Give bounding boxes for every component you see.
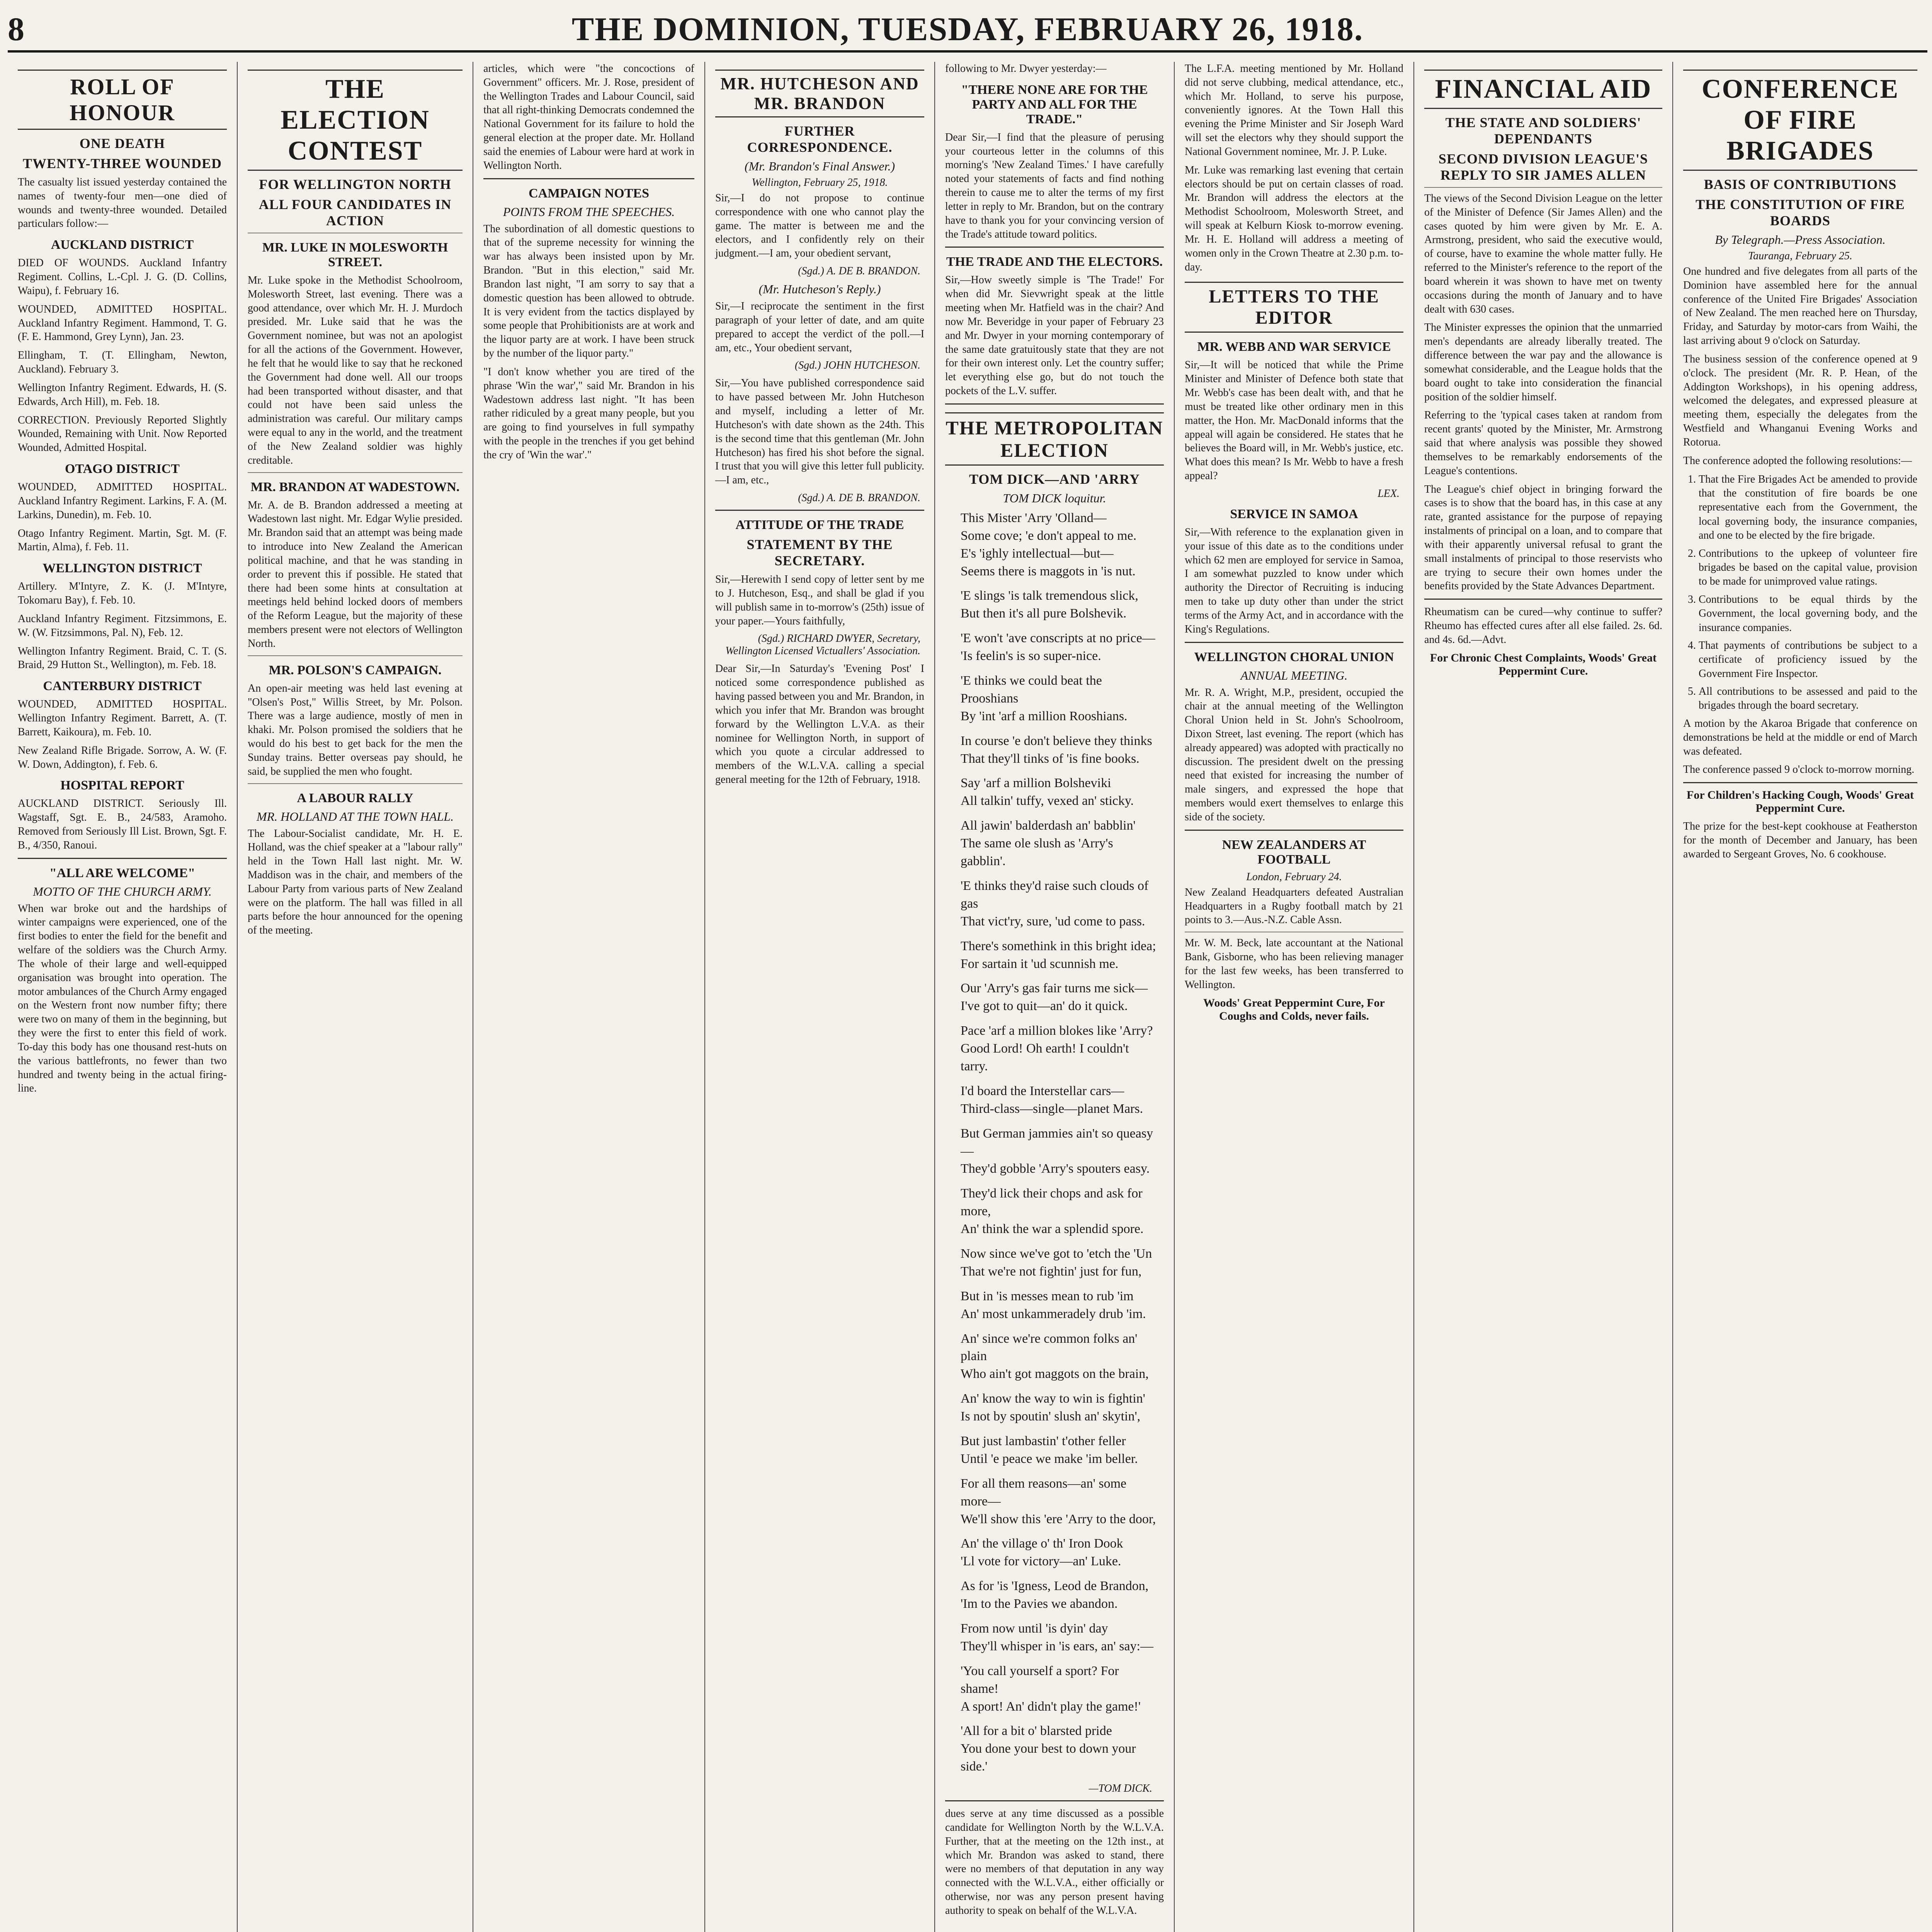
brandon-heading: MR. BRANDON AT WADESTOWN. — [250, 480, 460, 494]
campaign-notes-article: "I don't know whether you are tired of the phrase 'Win the war'," said Mr. Brandon in his Wadestown address last night. "It has been rather ridiculed by a great many people, but you are going to find yourselves in full sympathy with the people in the trenches if you get behind the cry of 'Win the war'." — [483, 366, 694, 461]
football-dateline: London, February 24. — [1246, 871, 1342, 883]
poem-stanza — [961, 1662, 1156, 1716]
list-item: 2. Contributions to the upkeep of volunteer fire brigades be based on the capital value, provision to be made for unimproved value ratings. — [1699, 547, 1917, 589]
divider — [1683, 782, 1917, 783]
divider — [483, 178, 694, 179]
resolutions-intro: The conference adopted the following resolutions:— — [1683, 454, 1912, 467]
poem-line: For all them reasons—an' some more— — [961, 1476, 1127, 1509]
letter-body: following to Mr. Dwyer yesterday:— — [945, 63, 1107, 75]
final-answer-subhead: (Mr. Brandon's Final Answer.) — [744, 159, 895, 173]
poem-line: I've got to quit—an' do it quick. — [961, 999, 1128, 1014]
metropolitan-election-heading: THE METROPOLITAN ELECTION — [945, 412, 1164, 466]
column-5 — [935, 62, 1175, 1932]
poem-line: Good Lord! Oh earth! I couldn't tarry. — [961, 1041, 1129, 1073]
contributions-subhead: BASIS OF CONTRIBUTIONS — [1704, 177, 1897, 192]
poem-line: 'Im to the Pavies we abandon. — [961, 1597, 1118, 1611]
byline: By Telegraph.—Press Association. — [1715, 233, 1886, 247]
casualty-entry: Ellingham, T. (T. Ellingham, Newton, Auckland). February 3. — [18, 349, 227, 376]
poem-line: A sport! An' didn't play the game!' — [961, 1699, 1141, 1714]
samoa-letter: Sir,—With reference to the explanation given in your issue of this date as to the conditions under which 62 men are employed for service in Samoa, I am somewhat puzzled to know under which authority the Director of Recruiting is inducing men to take up duty other than under the strict terms of the Army Act, and in accordance with the King's Regulations. — [1185, 526, 1403, 635]
letter-body: Sir,—I reciprocate the sentiment in the first paragraph of your letter of date, and am quite prepared to accept the verdict of the poll.—I am, etc., Your obedient servant, — [715, 300, 924, 354]
correction-note: CORRECTION. Previously Reported Slightly Wounded, Remaining with Unit. Now Reported Wounded, Admitted Hospital. — [18, 414, 227, 454]
hospital-report-heading: HOSPITAL REPORT — [60, 778, 184, 793]
poem-line: Is not by spoutin' slush an' skytin', — [961, 1409, 1141, 1424]
poem-line: That vict'ry, sure, 'ud come to pass. — [961, 914, 1145, 929]
poem-line: But just lambastin' t'other feller — [961, 1434, 1126, 1448]
letter-body: Dear Sir,—I find that the pleasure of perusing your courteous letter in the columns of this morning's 'New Zealand Times.' I have carefully noted your statements of facts and find nothing therein to cause me to alter the terms of my first letter in reply to Mr. Brandon, but on the contrary have to thank you for your convincing version of the Trade's attitude toward politics. — [945, 131, 1164, 240]
continued-article: articles, which were "the concoctions of Government" officers. Mr. J. Rose, president of the Wellington Trades and Labour Council, said that all right-thinking Democrats condemned the National Government for its failure to hold the general election at the proper date. Mr. Holland said the enemies of Labour were hard at work in Wellington North. — [483, 63, 694, 172]
tom-dick-subhead: TOM DICK—AND 'ARRY — [969, 471, 1140, 487]
column-7 — [1414, 62, 1673, 1932]
fire-brigades-article: A motion by the Akaroa Brigade that conference on demonstrations be held at the middle or end of March was defeated. — [1683, 717, 1917, 757]
further-correspondence-subhead: FURTHER CORRESPONDENCE. — [747, 123, 893, 155]
poem-stanza — [961, 937, 1156, 973]
hospital-report-text: AUCKLAND DISTRICT. Seriously Ill. Wagstaff, Sgt. E. B., 24/583, Aramoho. Removed from Seriously Ill List. Brown, Sgt. F. B., 4/350, Ranoui. — [18, 798, 227, 851]
letter-body: Sir,—How sweetly simple is 'The Trade!' For when did Mr. Sievwright speak at the little meeting when Mr. Hatfield was in the chair? And now Mr. Beveridge in your paper of February 23 and Mr. Dwyer in your morning contemporary of the same date gratuitously state that they are not for their own interest only. Let the country suffer; let everything else go, but do not touch the pockets of the L.V. suffer. — [945, 274, 1164, 397]
divider — [715, 510, 924, 511]
poem-line: An' think the war a splendid spore. — [961, 1222, 1144, 1236]
casualty-entry: WOUNDED, ADMITTED HOSPITAL. Auckland Infantry Regiment. Hammond, T. G. (F. E. Hammond, Grey Lynn), Jan. 23. — [18, 303, 227, 343]
church-army-article: When war broke out and the hardships of winter campaigns were experienced, one of the first bodies to enter the field for the benefit and welfare of the soldiers was the Church Army. The whole of their large and well-equipped organisation was brought into operation. The motor ambulances of the Church Army engaged on the Western front now number fifty; there were two on many of them in the beginning, but they were the first to enter this field of work. To-day this body has one thousand rest-huts on the various battlefronts, no fewer than two hundred and twenty being in the actual firing-line. — [18, 902, 227, 1095]
poem-line: I'd board the Interstellar cars— — [961, 1083, 1124, 1098]
trade-attitude-heading: ATTITUDE OF THE TRADE — [735, 518, 904, 532]
poem-line: All talkin' tuffy, vexed an' sticky. — [961, 794, 1134, 808]
fire-boards-subhead: THE CONSTITUTION OF FIRE BOARDS — [1696, 197, 1905, 228]
poem-line: 'Ll vote for victory—an' Luke. — [961, 1554, 1121, 1569]
financial-aid-article: Referring to the 'typical cases taken at random from recent grants' quoted by the Minister, Mr. Armstrong said that where analysis was possible they showed themselves to be remarkably endorsements of the League's contentions. — [1424, 409, 1662, 477]
list-item: 5. All contributions to be assessed and paid to the brigades through the board secretary. — [1699, 685, 1917, 713]
trade-letter-body: Sir,—Herewith I send copy of letter sent by me to J. Hutcheson, Esq., and shall be glad if you will publish same in to-morrow's (25th) issue of your paper.—Yours faithfully, — [715, 573, 924, 627]
poem-line: 'Is feelin's is so super-nice. — [961, 649, 1101, 663]
wellington-north-subhead: FOR WELLINGTON NORTH — [259, 177, 451, 192]
choral-union-heading: WELLINGTON CHORAL UNION — [1194, 650, 1394, 664]
election-contest-heading: THE ELECTION CONTEST — [248, 70, 463, 171]
divider — [945, 247, 1164, 248]
peppermint-cure-ad: Woods' Great Peppermint Cure, For Coughs and Colds, never fails. — [1203, 996, 1385, 1022]
poem-stanza — [961, 1577, 1156, 1613]
letter-dateline: Wellington, February 25, 1918. — [752, 177, 888, 189]
poem-line: This Mister 'Arry 'Olland— — [961, 510, 1107, 525]
fire-brigades-article: One hundred and five delegates from all parts of the Dominion have assembled here for the annual conference of the United Fire Brigades' Association of New Zealand. The men reached here on Thursday, Friday, and Saturday by motor-cars from Waihi, the last arriving about 9 o'clock on Saturday. — [1683, 265, 1917, 347]
divider — [1185, 642, 1403, 643]
otago-district-heading: OTAGO DISTRICT — [65, 462, 180, 476]
letter-signature: (Sgd.) A. DE B. BRANDON. — [798, 492, 920, 504]
casualty-entry: New Zealand Rifle Brigade. Sorrow, A. W. (F. W. Down, Addington), f. Feb. 6. — [18, 744, 227, 770]
poem-line: Say 'arf a million Bolsheviki — [961, 776, 1111, 791]
letter-signature: (Sgd.) JOHN HUTCHESON. — [794, 359, 920, 372]
divider — [1185, 830, 1403, 831]
poem-stanza — [961, 774, 1156, 810]
poem-line: An' know the way to win is fightin' — [961, 1391, 1145, 1406]
canterbury-district-heading: CANTERBURY DISTRICT — [43, 679, 202, 694]
divider — [18, 858, 227, 859]
webb-letter: Sir,—It will be noticed that while the Prime Minister and Minister of Defence both state that Mr. Webb's case has been dealt with, and that he must be treated like other ordinary men in this matter, the Hon. Mr. MacDonald informs that the appeal will again be considered. He states that he believes the Board will, in Mr. Webb's justice, etc. What does this mean? Is Mr. Webb to have a fresh appeal? — [1185, 359, 1403, 482]
poem-stanza — [961, 1287, 1156, 1323]
poem-line: 'E won't 'ave conscripts at no price— — [961, 631, 1155, 646]
casualty-entry: Otago Infantry Regiment. Martin, Sgt. M. (F. Martin, Alma), f. Feb. 11. — [18, 527, 227, 553]
luke-article: Mr. Luke spoke in the Methodist Schoolroom, Molesworth Street, last evening. There was a good attendance, over which Mr. H. J. Murdoch presided. Mr. Luke said that he was the Government nominee, but was not an apologist for all the actions of the Government. However, he felt that he would like to say that he reckoned the Government had done well. All our troops had been transported without disaster, and that could not have been said unless the administration was careful. Our military camps were equal to any in the world, and the treatment of the New Zealand soldier was highly creditable. — [248, 274, 463, 466]
masthead — [8, 8, 1927, 53]
poem-line: Until 'e peace we make 'im beller. — [961, 1451, 1138, 1466]
campaign-notes-heading: CAMPAIGN NOTES — [529, 186, 649, 201]
divider — [945, 403, 1164, 405]
poem-stanza — [961, 817, 1156, 870]
statement-subhead: STATEMENT BY THE SECRETARY. — [747, 537, 893, 569]
column-8 — [1673, 62, 1927, 1932]
divider — [248, 783, 463, 784]
poem-stanza — [961, 1185, 1156, 1238]
poem-line: That we're not fightin' just for fun, — [961, 1264, 1142, 1279]
hacking-cough-ad: For Children's Hacking Cough, Woods' Great Peppermint Cure. — [1687, 789, 1914, 815]
tauranga-dateline: Tauranga, February 25. — [1748, 250, 1852, 262]
fire-brigades-article: The business session of the conference opened at 9 o'clock. The president (Mr. R. P. Hean, of the Addington Workshops), in his opening address, welcomed the delegates, and expressed pleasure at meeting them, especially the delegates from the Westfield and Whanganui Evening Works and Rotorua. — [1683, 353, 1917, 448]
football-heading: NEW ZEALANDERS AT FOOTBALL — [1222, 837, 1366, 867]
poem-line: But German jammies ain't so queasy— — [961, 1126, 1153, 1158]
poem-line: Our 'Arry's gas fair turns me sick— — [961, 981, 1148, 996]
webb-heading: MR. WEBB AND WAR SERVICE — [1197, 340, 1391, 354]
article-body: Mr. Luke was remarking last evening that certain electors should be put on certain classes of road. Mr. Brandon will address the electors at the Methodist Schoolroom, Molesworth Street, and will speak at Kelburn Kiosk to-morrow evening. Mr. H. E. Holland will address a meeting of women only in the Crown Theatre at 2.30 p.m. to-day. — [1185, 164, 1403, 273]
wellington-district-heading: WELLINGTON DISTRICT — [43, 561, 202, 576]
letter-body: Sir,—I do not propose to continue correspondence with one who cannot play the game. The matter is between me and the electors, and I confidently rely on their judgment.—I am, your obedient servant, — [715, 192, 924, 260]
list-item: 1. That the Fire Brigades Act be amended to provide that the constitution of fire boards be one representative each from the Government, the local governing body, the insurance companies, and one to be elected by the fire brigade. — [1699, 473, 1917, 543]
state-dependants-subhead: THE STATE AND SOLDIERS' DEPENDANTS — [1445, 115, 1641, 146]
poem-line: They'd lick their chops and ask for more, — [961, 1186, 1143, 1219]
poem-line: Who ain't got maggots on the brain, — [961, 1367, 1149, 1381]
poem-line: We'll show this 'ere 'Arry to the door, — [961, 1512, 1156, 1526]
poem-line: 'All for a bit o' blarsted pride — [961, 1724, 1112, 1738]
casualty-entry: WOUNDED, ADMITTED HOSPITAL. Wellington Infantry Regiment. Barrett, A. (T. Barrett, Kaikoura), m. Feb. 10. — [18, 698, 227, 738]
trade-slogan-heading: "THERE NONE ARE FOR THE PARTY AND ALL FOR THE TRADE." — [961, 82, 1148, 126]
labour-rally-heading: A LABOUR RALLY — [297, 791, 413, 805]
divider — [248, 472, 463, 473]
article-body: The L.F.A. meeting mentioned by Mr. Holland did not serve clubbing, medical attendance, etc., which Mr. Holland, to serve his purpose, conveniently ignores. At the Town Hall this evening the Prime Minister and Sir Joseph Ward will set the electors why they should support the National Government nominee, Mr. J. P. Luke. — [1185, 63, 1403, 158]
poem-line: They'll whisper in 'is ears, an' say:— — [961, 1639, 1153, 1653]
chest-complaints-ad: For Chronic Chest Complaints, Woods' Great Peppermint Cure. — [1430, 651, 1657, 677]
all-welcome-heading: "ALL ARE WELCOME" — [49, 866, 196, 880]
choral-article: Mr. R. A. Wright, M.P., president, occupied the chair at the annual meeting of the Wellington Choral Union held in St. John's Schoolroom, Dixon Street, last evening. The report (which has already appeared) was adopted with practically no discussion. The president dwelt on the pressing need that existed for increasing the number of male singers, and expressed the hope that members would exert themselves to enlarge this side of the society. — [1185, 686, 1403, 823]
casualty-entry: WOUNDED, ADMITTED HOSPITAL. Auckland Infantry Regiment. Larkins, F. A. (M. Larkins, Dunedin), m. Feb. 10. — [18, 481, 227, 521]
poem-line: As for 'is 'Igness, Leod de Brandon, — [961, 1579, 1149, 1594]
divider — [1424, 599, 1662, 600]
poem-line: They'd gobble 'Arry's spouters easy. — [961, 1162, 1150, 1176]
luke-heading: MR. LUKE IN MOLESWORTH STREET. — [262, 240, 448, 269]
beck-article: Mr. W. M. Beck, late accountant at the National Bank, Gisborne, who has been relieving manager for the last few weeks, has been transferred to Wellington. — [1185, 937, 1403, 991]
masthead-title: THE DOMINION, TUESDAY, FEBRUARY 26, 1918. — [571, 10, 1364, 48]
letter-signature: (Sgd.) A. DE B. BRANDON. — [798, 265, 920, 277]
trade-letter-body: Dear Sir,—In Saturday's 'Evening Post' I noticed some correspondence published as having passed between you and Mr. Brandon, in which you infer that Mr. Brandon was brought forward by the Wellington L.V.A. as their nominee for Wellington North, in support of which you quote a circular addressed to members of the W.L.V.A. calling a special general meeting for the 12th of February, 1918. — [715, 663, 924, 786]
poem-stanza — [961, 1022, 1156, 1075]
polson-heading: MR. POLSON'S CAMPAIGN. — [269, 663, 442, 677]
poem-line: Third-class—single—planet Mars. — [961, 1101, 1143, 1116]
poem-line: That they'll tinks of 'is fine books. — [961, 751, 1139, 766]
roll-of-honour-heading: ROLL OF HONOUR — [18, 70, 227, 130]
poem-stanza — [961, 1722, 1156, 1776]
poem-line: 'E thinks they'd raise such clouds of gas — [961, 878, 1149, 911]
financial-aid-article: The League's chief object in bringing forward the cases is to show that the board has, in this case at any rate, granted assistance for the purpose of repaying instalments of principal on a loan, and to compare that with their apparently universal refusal to grant the small instalments of principal to those reservists who are trying to secure their own homes under the benefits provided by the State Advances Department. — [1424, 483, 1662, 592]
poem-line: Now since we've got to 'etch the 'Un — [961, 1246, 1152, 1261]
campaign-notes-article: The subordination of all domestic questions to that of the supreme necessity for winning the war has always been insisted upon by Mr. Brandon. "But in this election," said Mr. Brandon last night, "I am sorry to say that a domestic question has been allowed to obtrude. It is very evident from the tactics displayed by some people that Prohibitionists are at work and the liquor party are at work. I have been struck by the number of the liquor party." — [483, 223, 694, 360]
wounded-subhead: TWENTY-THREE WOUNDED — [22, 156, 222, 171]
poem-line: For sartain it 'ud scunnish me. — [961, 956, 1119, 971]
column-2 — [238, 62, 473, 1932]
resolutions-list — [1683, 473, 1917, 713]
reply-subhead: (Mr. Hutcheson's Reply.) — [759, 282, 881, 296]
poem-line: Pace 'arf a million blokes like 'Arry? — [961, 1024, 1153, 1038]
casualty-entry: Auckland Infantry Regiment. Fitzsimmons, E. W. (W. Fitzsimmons, Pal. N), Feb. 12. — [18, 612, 227, 639]
list-item: 3. Contributions to be equal thirds by the Government, the local governing body, and the insurance companies. — [1699, 593, 1917, 635]
poem-stanza — [961, 732, 1156, 768]
poem-line: From now until 'is dyin' day — [961, 1621, 1108, 1636]
auckland-district-heading: AUCKLAND DISTRICT — [51, 238, 194, 252]
divider — [1424, 187, 1662, 188]
poem-line: But then it's all pure Bolshevik. — [961, 606, 1127, 621]
holland-article: The Labour-Socialist candidate, Mr. H. E. Holland, was the chief speaker at a "labour rally" held in the Town Hall last night. Mr. W. Maddison was in the chair, and members of the Labour Party from various parts of New Zealand were on the platform. The hall was filled in all parts before the hour announced for the opening of the meeting. — [248, 827, 463, 937]
church-army-motto: MOTTO OF THE CHURCH ARMY. — [33, 884, 212, 898]
poem-speaker: TOM DICK loquitur. — [1003, 491, 1106, 505]
brandon-article: Mr. A. de B. Brandon addressed a meeting at Wadestown last night. Mr. Edgar Wylie presided. Mr. Brandon said that an attempt was being made to introduce into New Zealand the American political machine, and that he was standing in order to prevent this if possible. He stated that there had been some hints at consultation at meetings held behind locked doors of members of the Reform League, but the majority of these members present were not electors of Wellington North. — [248, 499, 463, 650]
poem-stanza — [961, 980, 1156, 1015]
column-4 — [705, 62, 935, 1932]
poem-stanza — [961, 672, 1156, 725]
points-heading: POINTS FROM THE SPEECHES. — [503, 204, 675, 219]
fire-brigades-heading: CONFERENCE OF FIRE BRIGADES — [1683, 70, 1917, 171]
candidates-subhead: ALL FOUR CANDIDATES IN ACTION — [259, 197, 452, 228]
poem-stanza — [961, 1082, 1156, 1118]
rheumo-ad: Rheumatism can be cured—why continue to suffer? Rheumo has effected cures after all else failed. 2s. 6d. and 4s. 6d.—Advt. — [1424, 606, 1662, 646]
letter-body: Sir,—You have published correspondence said to have passed between Mr. John Hutcheson and myself, including a letter of Mr. Hutcheson's with date shown as the 24th. This is the second time that this gentleman (Mr. John Hutcheson) has fired his shot before the signal. I trust that you will give this letter full publicity.—I am, etc., — [715, 377, 924, 486]
casualty-lead: The casualty list issued yesterday contained the names of twenty-four men—one died of wounds and twenty-three wounded. Detailed particulars follow:— — [18, 176, 227, 230]
poem-line: By 'int 'arf a million Rooshians. — [961, 709, 1128, 723]
casualty-entry: Wellington Infantry Regiment. Braid, C. T. (S. Braid, 29 Hutton St., Wellington), m. Feb. 18. — [18, 645, 227, 671]
poem-stanza — [961, 1330, 1156, 1383]
trade-electors-heading: THE TRADE AND THE ELECTORS. — [946, 255, 1163, 269]
casualty-entry: Wellington Infantry Regiment. Edwards, H. (S. Edwards, Arch Hill), m. Feb. 18. — [18, 381, 227, 408]
letter-signature: LEX. — [1378, 487, 1400, 500]
cookhouse-article: The prize for the best-kept cookhouse at Featherston for the month of December and January, has been awarded to Sergeant Groves, No. 6 cookhouse. — [1683, 820, 1917, 860]
poem-line: An' most unkammeradely drub 'im. — [961, 1306, 1146, 1321]
poem-line: E's 'ighly intellectual—but— — [961, 546, 1114, 561]
financial-aid-heading: FINANCIAL AID — [1424, 70, 1662, 109]
samoa-heading: SERVICE IN SAMOA — [1230, 507, 1358, 521]
fire-brigades-article: The conference passed 9 o'clock to-morrow morning. — [1683, 764, 1915, 776]
football-article: New Zealand Headquarters defeated Australian Headquarters in a Rugby football match by 21 points to 3.—Aus.-N.Z. Cable Assn. — [1185, 886, 1403, 926]
casualty-entry: DIED OF WOUNDS. Auckland Infantry Regiment. Collins, L.-Cpl. J. G. (D. Collins, Waipu), f. February 16. — [18, 257, 227, 297]
poem-line: There's somethink in this bright idea; — [961, 939, 1156, 953]
poem-stanza — [961, 1125, 1156, 1178]
annual-meeting-subhead: ANNUAL MEETING. — [1240, 668, 1348, 682]
letter-signature: (Sgd.) RICHARD DWYER, Secretary, Wellington Licensed Victuallers' Association. — [725, 633, 920, 657]
poem-stanza — [961, 1535, 1156, 1570]
poem-stanza — [961, 1620, 1156, 1655]
poem-stanza — [961, 629, 1156, 665]
poem-line: But in 'is messes mean to rub 'im — [961, 1289, 1134, 1303]
poem-line: You done your best to down your side.' — [961, 1742, 1136, 1774]
poem-line: An' since we're common folks an' plain — [961, 1331, 1138, 1364]
poem-stanza — [961, 509, 1156, 580]
poem-stanza — [961, 1245, 1156, 1281]
poem-stanza — [961, 1390, 1156, 1425]
divider — [945, 1800, 1164, 1801]
divider — [248, 655, 463, 656]
poem-line: 'You call yourself a sport? For shame! — [961, 1663, 1119, 1696]
trade-letter-body: dues serve at any time discussed as a possible candidate for Wellington North by the W.L.V.A. Further, that at the meeting on the 12th inst., at which Mr. Brandon was asked to stand, there were no members of that deputation in any way connected with the W.L.V.A., either officially or otherwise, nor was any person present having authority to speak on behalf of the W.L.V.A. — [945, 1808, 1164, 1917]
financial-aid-article: The Minister expresses the opinion that the unmarried men's dependants are already liberally treated. The difference between the war pay and the allowance is somewhat considerable, and the League holds that the board ought to take into consideration the financial position of the soldier himself. — [1424, 321, 1662, 403]
hutcheson-brandon-heading: MR. HUTCHESON AND MR. BRANDON — [715, 70, 924, 117]
column-6 — [1175, 62, 1414, 1932]
casualty-entry: Artillery. M'Intyre, Z. K. (J. M'Intyre, Tokomaru Bay), f. Feb. 10. — [18, 580, 227, 607]
second-division-subhead: SECOND DIVISION LEAGUE'S REPLY TO SIR JAMES ALLEN — [1438, 151, 1648, 183]
poem — [961, 509, 1156, 1776]
poem-attribution: —TOM DICK. — [1088, 1782, 1152, 1795]
polson-article: An open-air meeting was held last evening at "Olsen's Post," Willis Street, by Mr. Polson. There was a large audience, mostly of men in khaki. Mr. Polson promised the soldiers that he would do his best to get back for the men the Sunday trains. Better overseas pay should, he said, be supplied the men who fought. — [248, 682, 463, 777]
poem-stanza — [961, 1475, 1156, 1528]
poem-stanza — [961, 877, 1156, 930]
poem-line: An' the village o' th' Iron Dook — [961, 1536, 1123, 1551]
poem-line: In course 'e don't believe they thinks — [961, 733, 1152, 748]
column-1 — [8, 62, 238, 1932]
page-number: 8 — [8, 10, 25, 48]
list-item: 4. That payments of contributions be subject to a certificate of proficiency issued by the Government Fire Inspector. — [1699, 639, 1917, 681]
poem-line: All jawin' balderdash an' babblin' — [961, 818, 1136, 833]
letters-to-editor-heading: LETTERS TO THE EDITOR — [1185, 282, 1403, 333]
one-death-subhead: ONE DEATH — [79, 136, 165, 151]
poem-stanza — [961, 587, 1156, 622]
poem-line: 'E thinks we could beat the Prooshians — [961, 673, 1102, 706]
holland-heading: MR. HOLLAND AT THE TOWN HALL. — [256, 809, 454, 823]
poem-line: 'E slings 'is talk tremendous slick, — [961, 588, 1138, 603]
poem-line: Some cove; 'e don't appeal to me. — [961, 528, 1137, 543]
poem-line: The same ole slush as 'Arry's gabblin'. — [961, 836, 1113, 869]
financial-aid-article: The views of the Second Division League on the letter of the Minister of Defence (Sir James Allen) and the cases quoted by him were given by Mr. E. A. Armstrong, president, who said the executive would, of course, have to examine the whole matter fully. He referred to the Minister's reference to the report of the board wherein it was shown to have met on twenty occasions during the month of January and to have dealt with 630 cases. — [1424, 192, 1662, 315]
poem-line: Seems there is maggots in 'is nut. — [961, 564, 1136, 578]
poem-stanza — [961, 1432, 1156, 1468]
column-3 — [473, 62, 705, 1932]
